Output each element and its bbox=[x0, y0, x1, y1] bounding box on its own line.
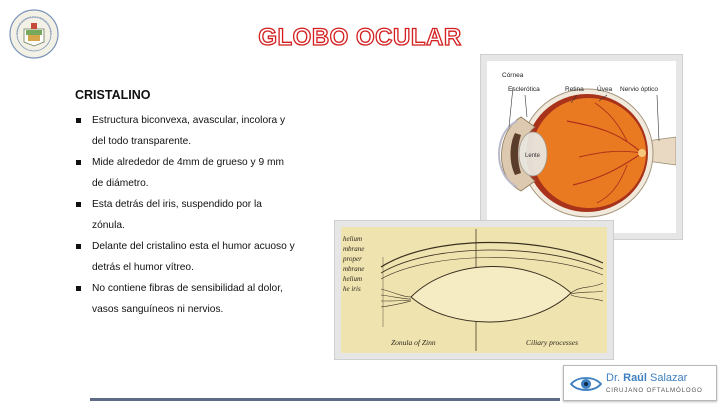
doctor-logo bbox=[563, 365, 717, 401]
slide-title: GLOBO OCULAR bbox=[258, 24, 462, 51]
bullet-text: No contiene fibras de sensibilidad al dolor, vasos sanguíneos ni nervios. bbox=[92, 283, 283, 315]
caption-ciliary: Ciliary processes bbox=[526, 338, 579, 347]
bullet-list bbox=[75, 110, 295, 320]
left-label: mbrane bbox=[343, 245, 365, 253]
left-label: helium bbox=[343, 235, 363, 243]
left-label: helium bbox=[343, 275, 363, 283]
bullet-item bbox=[75, 194, 295, 236]
label-nervio-optico: Nervio óptico bbox=[620, 86, 658, 93]
eye-anatomy-image bbox=[480, 54, 683, 240]
logo-name: Dr. Raúl Salazar bbox=[606, 372, 688, 384]
square-bullet-icon bbox=[76, 118, 81, 123]
bullet-item bbox=[75, 278, 295, 320]
bullet-item bbox=[75, 110, 295, 152]
bullet-text: Estructura biconvexa, avascular, incolora y del todo transparente. bbox=[92, 115, 286, 147]
left-label: mbrane bbox=[343, 265, 365, 273]
label-uvea: Úvea bbox=[597, 86, 613, 93]
bullet-item bbox=[75, 236, 295, 278]
eye-icon bbox=[570, 375, 602, 393]
label-cornea: Córnea bbox=[502, 72, 524, 79]
square-bullet-icon bbox=[76, 160, 81, 165]
lens-section-image bbox=[334, 220, 614, 360]
section-title: CRISTALINO bbox=[75, 88, 151, 102]
bullet-text: Delante del cristalino esta el humor acuoso y detrás el humor vítreo. bbox=[92, 241, 295, 273]
square-bullet-icon bbox=[76, 202, 81, 207]
label-retina: Retina bbox=[565, 86, 584, 93]
square-bullet-icon bbox=[76, 244, 81, 249]
bullet-text: Mide alrededor de 4mm de grueso y 9 mm de diámetro. bbox=[92, 157, 284, 189]
label-esclerotica: Esclerótica bbox=[508, 86, 540, 93]
footer-divider bbox=[90, 398, 560, 401]
logo-subtitle: CIRUJANO OFTALMÓLOGO bbox=[606, 387, 703, 394]
square-bullet-icon bbox=[76, 286, 81, 291]
label-lente: Lente bbox=[525, 153, 541, 159]
bullet-item bbox=[75, 152, 295, 194]
caption-zonula: Zonula of Zinn bbox=[391, 338, 436, 347]
left-label: proper bbox=[343, 255, 362, 263]
left-label: he iris bbox=[343, 285, 361, 293]
bullet-text: Esta detrás del iris, suspendido por la zónula. bbox=[92, 199, 262, 231]
